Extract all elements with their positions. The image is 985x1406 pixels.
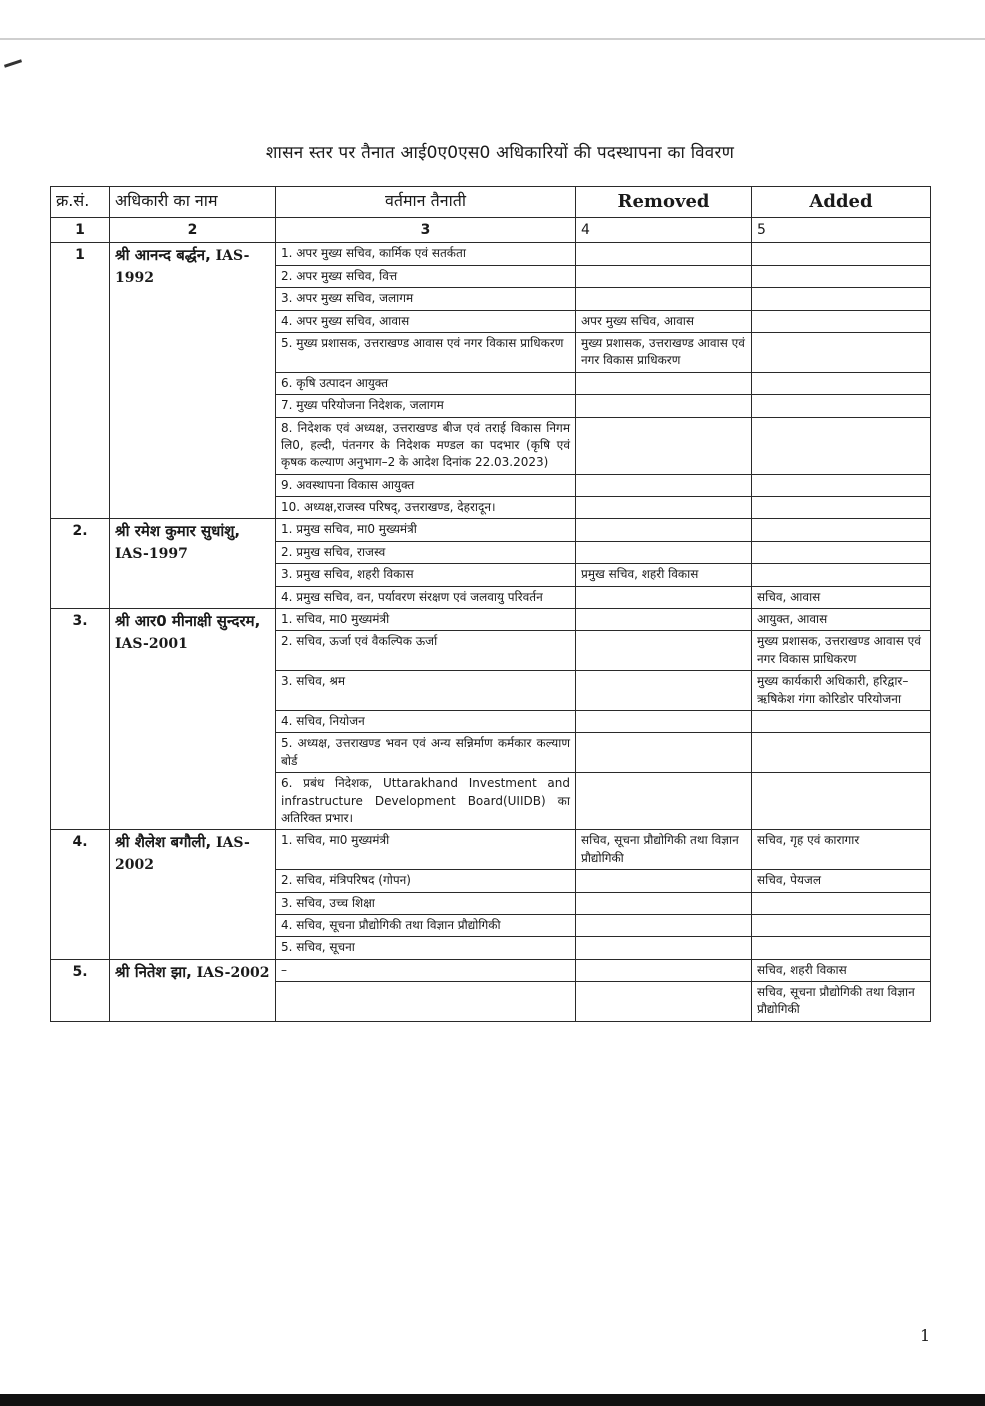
removed-posting	[576, 710, 752, 732]
removed-posting	[576, 937, 752, 959]
added-posting	[752, 914, 931, 936]
current-posting: 6. प्रबंध निदेशक, Uttarakhand Investment and infrastructure Development Board(UIIDB) का अतिरिक्त प्रभार।	[276, 773, 576, 830]
current-posting: 5. सचिव, सूचना	[276, 937, 576, 959]
serial-number: 5.	[51, 959, 110, 1021]
page-number: 1	[920, 1326, 931, 1345]
removed-posting	[576, 870, 752, 892]
header-row	[51, 187, 931, 218]
current-posting: 1. सचिव, मा0 मुख्यमंत्री	[276, 609, 576, 631]
removed-posting	[576, 773, 752, 830]
removed-posting	[576, 914, 752, 936]
serial-number: 3.	[51, 609, 110, 830]
removed-posting	[576, 519, 752, 541]
officer-batch: IAS-2002	[115, 835, 250, 874]
current-posting: 2. सचिव, ऊर्जा एवं वैकल्पिक ऊर्जा	[276, 631, 576, 671]
added-posting: आयुक्त, आवास	[752, 609, 931, 631]
officer-cell	[110, 959, 276, 1021]
current-posting: 3. सचिव, श्रम	[276, 671, 576, 711]
added-posting	[752, 372, 931, 394]
officer-name: श्री रमेश कुमार सुधांशु,	[115, 522, 241, 541]
current-posting: 2. सचिव, मंत्रिपरिषद (गोपन)	[276, 870, 576, 892]
added-posting	[752, 474, 931, 496]
table-row	[51, 519, 931, 541]
current-posting: 6. कृषि उत्पादन आयुक्त	[276, 372, 576, 394]
added-posting	[752, 332, 931, 372]
removed-posting	[576, 892, 752, 914]
added-posting	[752, 497, 931, 519]
header-removed: Removed	[576, 187, 752, 218]
added-posting: सचिव, पेयजल	[752, 870, 931, 892]
added-posting	[752, 288, 931, 310]
officer-cell	[110, 830, 276, 959]
removed-posting	[576, 586, 752, 608]
posting-table-body	[51, 243, 931, 1021]
serial-number: 2.	[51, 519, 110, 609]
removed-posting	[576, 265, 752, 287]
header-officer: अधिकारी का नाम	[110, 187, 276, 218]
added-posting	[752, 417, 931, 474]
current-posting: 1. सचिव, मा0 मुख्यमंत्री	[276, 830, 576, 870]
pen-mark	[4, 59, 22, 67]
current-posting: 4. सचिव, नियोजन	[276, 710, 576, 732]
document-title: शासन स्तर पर तैनात आई0ए0एस0 अधिकारियों की पदस्थापना का विवरण	[265, 143, 735, 163]
added-posting	[752, 243, 931, 265]
current-posting: 10. अध्यक्ष,राजस्व परिषद्, उत्तराखण्ड, देहरादून।	[276, 497, 576, 519]
column-number: 4	[576, 218, 752, 243]
officer-batch: IAS-2002	[196, 964, 270, 981]
current-posting: 3. अपर मुख्य सचिव, जलागम	[276, 288, 576, 310]
header-sno: क्र.सं.	[51, 187, 110, 218]
added-posting	[752, 710, 931, 732]
added-posting	[752, 541, 931, 563]
table-row	[51, 959, 931, 981]
removed-posting	[576, 982, 752, 1022]
removed-posting	[576, 609, 752, 631]
added-posting: मुख्य कार्यकारी अधिकारी, हरिद्वार–ऋषिकेश गंगा कोरिडोर परियोजना	[752, 671, 931, 711]
column-number: 1	[51, 218, 110, 243]
added-posting	[752, 892, 931, 914]
removed-posting	[576, 474, 752, 496]
added-posting	[752, 773, 931, 830]
removed-posting	[576, 243, 752, 265]
added-posting: सचिव, आवास	[752, 586, 931, 608]
posting-table	[50, 186, 931, 1022]
added-posting: सचिव, शहरी विकास	[752, 959, 931, 981]
officer-cell	[110, 519, 276, 609]
added-posting	[752, 564, 931, 586]
scan-bottom-edge	[0, 1394, 985, 1406]
current-posting: 4. प्रमुख सचिव, वन, पर्यावरण संरक्षण एवं जलवायु परिवर्तन	[276, 586, 576, 608]
added-posting	[752, 733, 931, 773]
table-row	[51, 609, 931, 631]
added-posting	[752, 937, 931, 959]
officer-batch: IAS-1997	[115, 546, 188, 563]
column-number-row	[51, 218, 931, 243]
added-posting	[752, 265, 931, 287]
current-posting: 5. मुख्य प्रशासक, उत्तराखण्ड आवास एवं नगर विकास प्राधिकरण	[276, 332, 576, 372]
removed-posting	[576, 372, 752, 394]
current-posting: 2. प्रमुख सचिव, राजस्व	[276, 541, 576, 563]
current-posting: 9. अवस्थापना विकास आयुक्त	[276, 474, 576, 496]
current-posting: 5. अध्यक्ष, उत्तराखण्ड भवन एवं अन्य सन्निर्माण कर्मकार कल्याण बोर्ड	[276, 733, 576, 773]
header-added: Added	[752, 187, 931, 218]
column-number: 2	[110, 218, 276, 243]
removed-posting	[576, 417, 752, 474]
header-current: वर्तमान तैनाती	[276, 187, 576, 218]
removed-posting	[576, 959, 752, 981]
column-number: 5	[752, 218, 931, 243]
serial-number: 1	[51, 243, 110, 519]
removed-posting	[576, 733, 752, 773]
officer-batch: IAS-2001	[115, 635, 188, 652]
current-posting: 1. प्रमुख सचिव, मा0 मुख्यमंत्री	[276, 519, 576, 541]
current-posting: 3. सचिव, उच्च शिक्षा	[276, 892, 576, 914]
column-number: 3	[276, 218, 576, 243]
current-posting	[276, 982, 576, 1022]
table-row	[51, 243, 931, 265]
removed-posting	[576, 671, 752, 711]
added-posting: सचिव, गृह एवं कारागार	[752, 830, 931, 870]
officer-cell	[110, 609, 276, 830]
officer-name: श्री शैलेश बगौली,	[115, 833, 212, 852]
officer-name: श्री आर0 मीनाक्षी सुन्दरम,	[115, 612, 261, 631]
current-posting: 2. अपर मुख्य सचिव, वित्त	[276, 265, 576, 287]
removed-posting	[576, 288, 752, 310]
removed-posting: प्रमुख सचिव, शहरी विकास	[576, 564, 752, 586]
officer-batch: IAS-1992	[115, 248, 250, 287]
removed-posting: सचिव, सूचना प्रौद्योगिकी तथा विज्ञान प्रौद्योगिकी	[576, 830, 752, 870]
added-posting	[752, 395, 931, 417]
current-posting: 1. अपर मुख्य सचिव, कार्मिक एवं सतर्कता	[276, 243, 576, 265]
current-posting: –	[276, 959, 576, 981]
added-posting: मुख्य प्रशासक, उत्तराखण्ड आवास एवं नगर विकास प्राधिकरण	[752, 631, 931, 671]
table-row	[51, 830, 931, 870]
removed-posting: मुख्य प्रशासक, उत्तराखण्ड आवास एवं नगर विकास प्राधिकरण	[576, 332, 752, 372]
removed-posting	[576, 497, 752, 519]
removed-posting	[576, 631, 752, 671]
officer-cell	[110, 243, 276, 519]
current-posting: 4. सचिव, सूचना प्रौद्योगिकी तथा विज्ञान प्रौद्योगिकी	[276, 914, 576, 936]
serial-number: 4.	[51, 830, 110, 959]
current-posting: 8. निदेशक एवं अध्यक्ष, उत्तराखण्ड बीज एवं तराई विकास निगम लि0, हल्दी, पंतनगर के निदेशक मण्डल का पदभार (कृषि एवं कृषक कल्याण अनुभाग–2 के आदेश दिनांक 22.03.2023)	[276, 417, 576, 474]
removed-posting	[576, 541, 752, 563]
added-posting: सचिव, सूचना प्रौद्योगिकी तथा विज्ञान प्रौद्योगिकी	[752, 982, 931, 1022]
removed-posting	[576, 395, 752, 417]
officer-name: श्री आनन्द बर्द्धन,	[115, 246, 211, 265]
current-posting: 3. प्रमुख सचिव, शहरी विकास	[276, 564, 576, 586]
page-top-edge	[0, 38, 985, 40]
added-posting	[752, 519, 931, 541]
removed-posting: अपर मुख्य सचिव, आवास	[576, 310, 752, 332]
officer-name: श्री नितेश झा,	[115, 962, 192, 981]
current-posting: 4. अपर मुख्य सचिव, आवास	[276, 310, 576, 332]
current-posting: 7. मुख्य परियोजना निदेशक, जलागम	[276, 395, 576, 417]
added-posting	[752, 310, 931, 332]
